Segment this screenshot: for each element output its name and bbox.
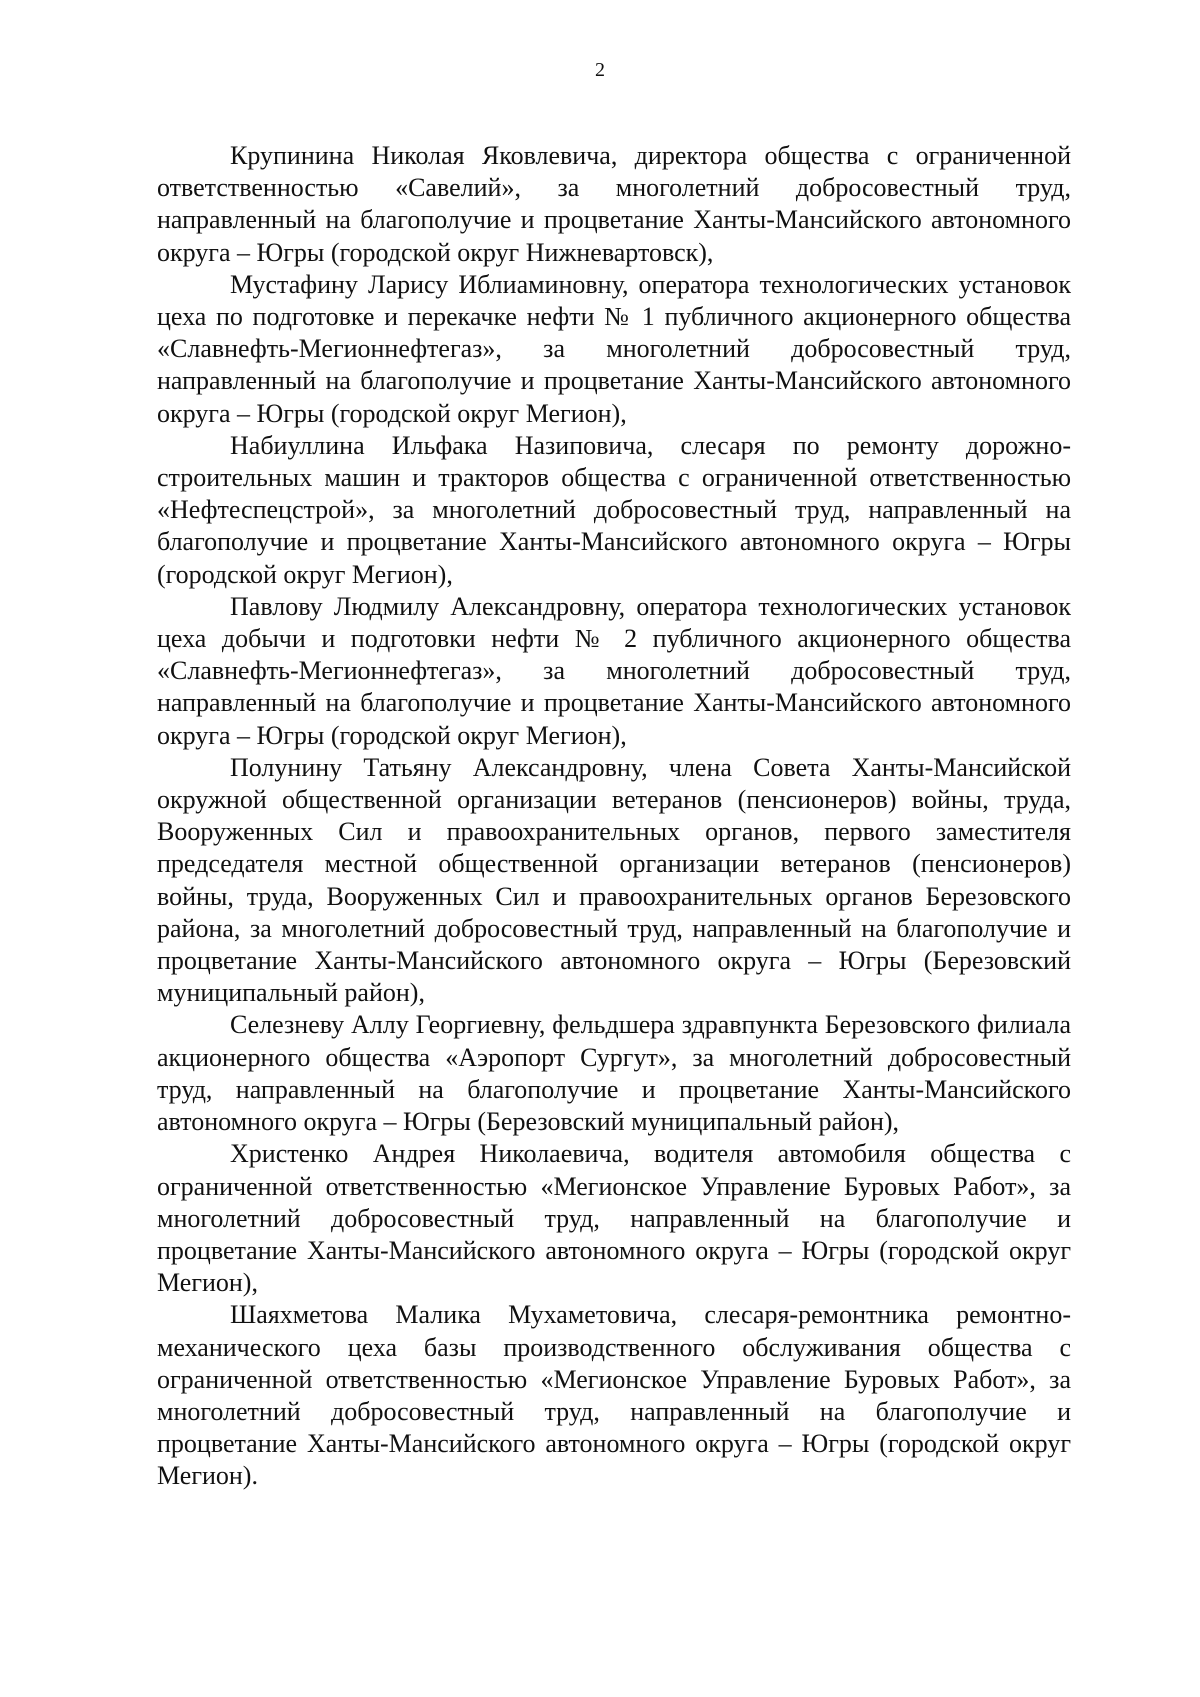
- page-number: 2: [595, 59, 605, 81]
- paragraph-krupinin: Крупинина Николая Яковлевича, директора общества с ограниченной ответственностью «Савелий», за многолетний добросовестный труд, направленный на благополучие и процветание Ханты-Мансийского автономного округа – Югры (городской округ Нижневартовск),: [157, 141, 1071, 267]
- paragraph-khristenko: Христенко Андрея Николаевича, водителя автомобиля общества с ограниченной ответственностью «Мегионское Управление Буровых Работ», за многолетний добросовестный труд, направленный на благополучие и процветание Ханты-Мансийского автономного округа – Югры (городской округ Мегион),: [157, 1139, 1071, 1298]
- paragraph-polunina: Полунину Татьяну Александровну, члена Совета Ханты-Мансийской окружной общественной организации ветеранов (пенсионеров) войны, труда, Вооруженных Сил и правоохранительных органов, первого заместителя председателя местной общественной организации ветеранов (пенсионеров) войны, труда, Вооруженных Сил и правоохранительных органов Березовского района, за многолетний добросовестный труд, направленный на благополучие и процветание Ханты-Мансийского автономного округа – Югры (Березовский муниципальный район),: [157, 752, 1071, 1008]
- paragraph-pavlova: Павлову Людмилу Александровну, оператора технологических установок цеха добычи и подготовки нефти № 2 публичного акционерного общества «Славнефть-Мегионнефтегаз», за многолетний добросовестный труд, направленный на благополучие и процветание Ханты-Мансийского автономного округа – Югры (городской округ Мегион),: [157, 591, 1071, 750]
- paragraph-nabiullin: Набиуллина Ильфака Назиповича, слесаря по ремонту дорожно-строительных машин и тракторов общества с ограниченной ответственностью «Нефтеспецстрой», за многолетний добросовестный труд, направленный на благополучие и процветание Ханты-Мансийского автономного округа – Югры (городской округ Мегион),: [157, 430, 1071, 589]
- paragraph-selezneva: Селезневу Аллу Георгиевну, фельдшера здравпункта Березовского филиала акционерного общества «Аэропорт Сургут», за многолетний добросовестный труд, направленный на благополучие и процветание Ханты-Мансийского автономного округа – Югры (Березовский муниципальный район),: [157, 1010, 1071, 1137]
- paragraph-shayakhmetov: Шаяхметова Малика Мухаметовича, слесаря-ремонтника ремонтно-механического цеха базы производственного обслуживания общества с ограниченной ответственностью «Мегионское Управление Буровых Работ», за многолетний добросовестный труд, направленный на благополучие и процветание Ханты-Мансийского автономного округа – Югры (городской округ Мегион).: [157, 1300, 1071, 1491]
- document-body: [157, 140, 1071, 1493]
- paragraph-mustafina: Мустафину Ларису Иблиаминовну, оператора технологических установок цеха по подготовке и перекачке нефти № 1 публичного акционерного общества «Славнефть-Мегионнефтегаз», за многолетний добросовестный труд, направленный на благополучие и процветание Ханты-Мансийского автономного округа – Югры (городской округ Мегион),: [157, 269, 1071, 428]
